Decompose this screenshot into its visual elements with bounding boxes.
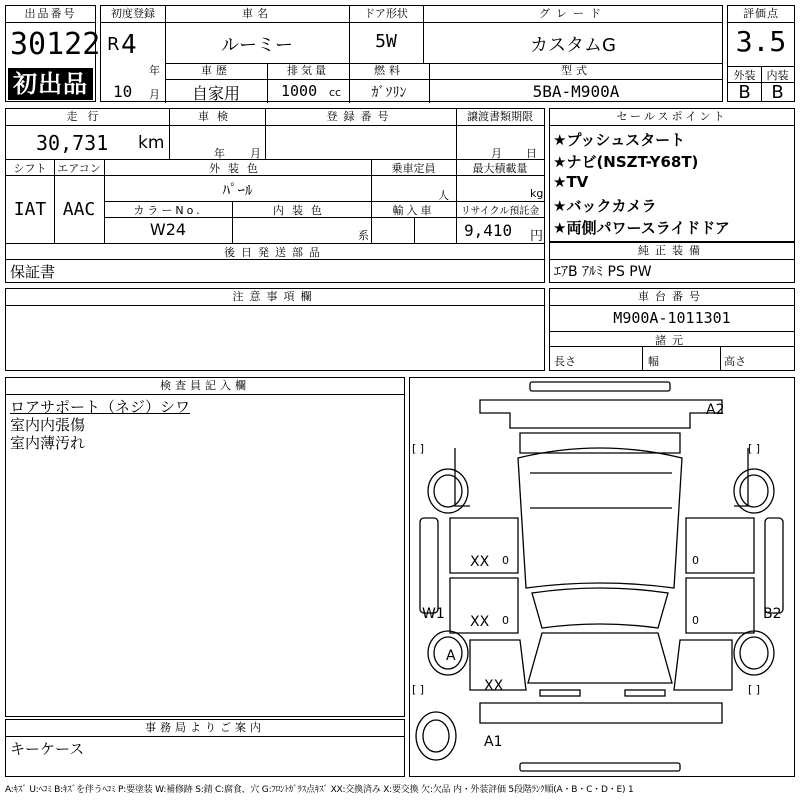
recycle-value: 9,410 xyxy=(464,221,513,240)
inspection-label: 車検 xyxy=(198,110,236,123)
windshield xyxy=(532,588,668,628)
mark-zero-3: 0 xyxy=(692,554,699,567)
chassis-value: M900A-1011301 xyxy=(613,309,731,327)
year-unit: 年 xyxy=(149,64,160,77)
era: R xyxy=(107,34,120,55)
inspection-month-unit: 月 xyxy=(250,147,261,160)
int-color-unit: 系 xyxy=(358,229,369,242)
car-diagram xyxy=(410,378,794,776)
mark-xx-1: XX xyxy=(470,554,490,570)
hood xyxy=(528,633,672,683)
car-name: ルーミー xyxy=(221,35,293,56)
interior-label: 内装 xyxy=(766,69,789,82)
mileage-unit: km xyxy=(138,133,165,153)
mark-w1: W1 xyxy=(422,606,445,622)
chassis-label: 車台番号 xyxy=(550,289,794,306)
mark-a2: A2 xyxy=(706,402,725,418)
reg-number-label: 登録番号 xyxy=(326,110,395,123)
fuel-value: ｶﾞｿﾘﾝ xyxy=(371,85,407,101)
front-bumper xyxy=(480,703,722,723)
lot-number-box xyxy=(5,5,101,102)
model-label: 型式 xyxy=(561,64,591,77)
inspector-line-3: 室内薄汚れ xyxy=(10,434,86,452)
office-value: キーケース xyxy=(10,740,85,758)
ext-color-label: 外装色 xyxy=(209,162,266,175)
mileage-label: 走行 xyxy=(66,110,109,123)
grade-label: グレード xyxy=(539,7,607,20)
rear-glass xyxy=(520,433,680,453)
transfer-day-unit: 日 xyxy=(526,147,537,160)
shift-label: シフト xyxy=(13,162,47,175)
roof-outline xyxy=(518,448,682,588)
front-bar xyxy=(520,763,680,771)
spare-wheel xyxy=(416,712,456,760)
history-value: 自家用 xyxy=(191,84,240,103)
genuine-value: ｴｱB ｱﾙﾐ PS PW xyxy=(554,264,652,280)
lot-number-label: 出品番号 xyxy=(6,6,95,23)
color-no-value: W24 xyxy=(149,220,187,239)
mark-xx-3: XX xyxy=(484,678,504,694)
displacement-label: 排気量 xyxy=(287,64,329,77)
chassis-box xyxy=(549,288,795,371)
first-reg-label: 初度登録 xyxy=(111,7,155,20)
int-color-label: 内装色 xyxy=(273,204,330,217)
fuel-label: 燃料 xyxy=(374,64,404,77)
sales-point-5: ★両側パワースライドドア xyxy=(553,219,730,237)
score-value: 3.5 xyxy=(735,25,787,58)
left-side-skirt xyxy=(420,518,438,613)
inspector-box xyxy=(5,377,405,717)
inspection-year-unit: 年 xyxy=(214,147,225,160)
door-value: 5W xyxy=(375,31,397,52)
mark-zero-1: 0 xyxy=(502,554,509,567)
mark-b2: B2 xyxy=(763,606,782,622)
door-label: ドア形状 xyxy=(364,7,408,20)
model-value: 5BA-M900A xyxy=(532,82,620,101)
score-label: 評価点 xyxy=(728,6,794,23)
car-diagram-box xyxy=(409,377,795,777)
capacity-unit: 人 xyxy=(438,189,449,202)
load-label: 最大積載量 xyxy=(472,162,528,175)
inspector-line-1: ロアサポート（ネジ）シワ xyxy=(10,398,191,416)
left-headlight xyxy=(540,690,580,696)
recycle-unit: 円 xyxy=(530,229,544,244)
inspector-line-2: 室内内張傷 xyxy=(10,416,86,434)
ext-color-value: ﾊﾟｰﾙ xyxy=(222,181,253,199)
genuine-equipment-box xyxy=(549,242,795,283)
genuine-label: 純正装備 xyxy=(550,242,794,260)
car-name-label: 車名 xyxy=(242,7,272,20)
exterior-label: 外装 xyxy=(733,69,756,82)
rear-panel-outline xyxy=(480,400,725,428)
load-unit: kg xyxy=(530,187,544,200)
aircon-label: エアコン xyxy=(57,162,101,175)
mark-a-wheel: A xyxy=(446,648,456,664)
right-front-fender xyxy=(674,640,732,690)
later-parts-label: 後日発送部品 xyxy=(224,246,326,259)
month-num: 10 xyxy=(113,82,133,101)
transfer-label: 譲渡書類期限 xyxy=(467,110,533,123)
inspector-label: 検査員記入欄 xyxy=(6,378,404,395)
later-parts-value: 保証書 xyxy=(10,263,56,281)
transfer-month-unit: 月 xyxy=(491,147,502,160)
vehicle-info-box xyxy=(5,108,545,283)
rear-bumper-outline xyxy=(530,382,670,391)
bracket-right-1: [ ] xyxy=(748,442,761,455)
bracket-left-2: [ ] xyxy=(412,683,425,696)
recycle-label: リサイクル預託金 xyxy=(460,206,540,217)
right-side-skirt xyxy=(765,518,783,613)
mark-xx-2: XX xyxy=(470,614,490,630)
color-no-label: カラーNo. xyxy=(133,204,203,217)
office-box xyxy=(5,719,405,777)
grade-value: カスタムG xyxy=(530,35,616,56)
exterior-grade: B xyxy=(738,82,751,103)
dims-label: 諸元 xyxy=(655,334,689,347)
import-label: 輸入車 xyxy=(392,204,435,217)
interior-grade: B xyxy=(771,82,784,103)
office-label: 事務局よりご案内 xyxy=(6,720,404,737)
notes-label: 注意事項欄 xyxy=(6,289,544,306)
bracket-left-1: [ ] xyxy=(412,442,425,455)
legend-text: A:ｷｽﾞ U:ﾍｺﾐ B:ｷｽﾞを伴うﾍｺﾐ P:要塗装 W:補修跡 S:錆 C:腐食、穴 G:ﾌﾛﾝﾄｶﾞﾗｽ点ｷｽﾞ XX:交換済み X:要交換 欠:欠品 内・外装評価 5段階ﾗﾝｸ順(A・B・C・D・E) 1 xyxy=(5,785,634,795)
sales-point-4: ★バックカメラ xyxy=(553,197,657,215)
length-label: 長さ xyxy=(554,355,576,368)
mileage-value: 30,731 xyxy=(36,131,109,155)
mark-zero-4: 0 xyxy=(692,614,699,627)
sales-point-1: ★プッシュスタート xyxy=(553,131,686,149)
lot-number: 30122 xyxy=(10,27,101,62)
sales-point-2: ★ナビ(NSZT-Y68T) xyxy=(553,153,699,171)
year-num: 4 xyxy=(121,30,137,60)
first-listing-badge: 初出品 xyxy=(8,68,93,100)
header-main-box xyxy=(100,5,723,102)
bracket-right-2: [ ] xyxy=(748,683,761,696)
history-label: 車歴 xyxy=(201,64,231,77)
aircon-value: AAC xyxy=(62,199,96,220)
score-box xyxy=(727,5,795,102)
displacement-value: 1000 xyxy=(281,82,318,100)
shift-value: IAT xyxy=(13,199,47,220)
month-unit: 月 xyxy=(149,88,160,101)
height-label: 高さ xyxy=(724,355,746,368)
right-headlight xyxy=(625,690,665,696)
sales-point-3: ★TV xyxy=(553,173,589,191)
sales-points-label: セールスポイント xyxy=(550,109,794,126)
width-label: 幅 xyxy=(648,355,659,368)
capacity-label: 乗車定員 xyxy=(391,162,436,175)
mark-a1: A1 xyxy=(484,734,503,750)
mark-zero-2: 0 xyxy=(502,614,509,627)
notes-box xyxy=(5,288,545,371)
displacement-unit: cc xyxy=(329,86,342,99)
sales-points-box xyxy=(549,108,795,242)
